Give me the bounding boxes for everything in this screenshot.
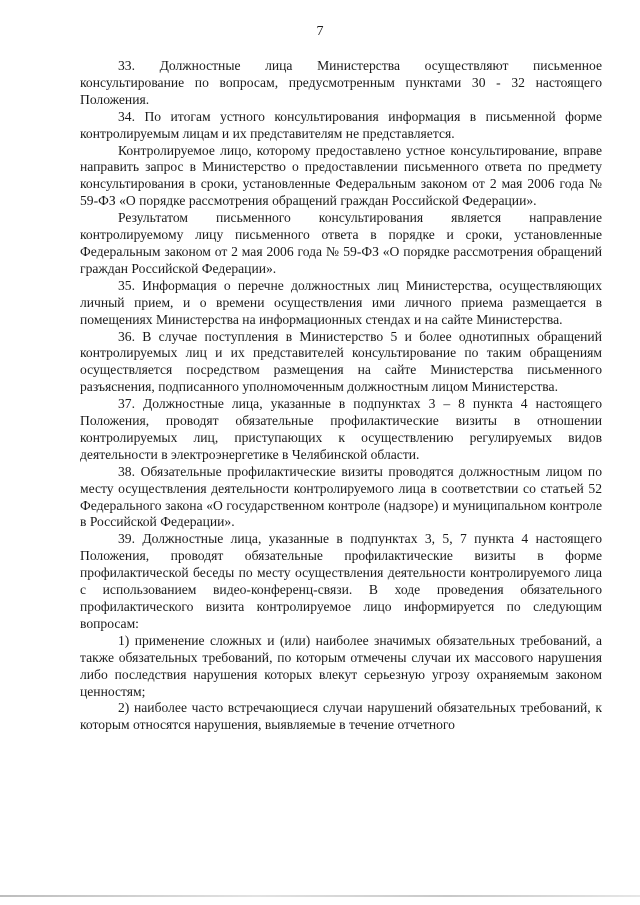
paragraph-34-result: Результатом письменного консультирования является направление контролируемому лицу письменного ответа в порядке и сроки, установленные Федеральным законом от 2 мая 2006 года № 59-ФЗ «О порядке рассмотрения обращений граждан Российской Федерации».	[80, 210, 602, 276]
paragraph-38: 38. Обязательные профилактические визиты проводятся должностным лицом по месту осуществления деятельности контролируемого лица в соответствии со статьей 52 Федерального закона «О государственном контроле (надзоре) и муниципальном контроле в Российской Федерации».	[80, 463, 602, 530]
document-body	[80, 58, 602, 734]
paragraph-39-item-1: 1) применение сложных и (или) наиболее значимых обязательных требований, а также обязательных требований, по которым отмечены случаи их массового нарушения либо последствия нарушения которых влекут серьезную угрозу охраняемым законом ценностям;	[80, 632, 602, 699]
scan-edge-line	[0, 895, 640, 897]
paragraph-39-item-2: 2) наиболее часто встречающиеся случаи нарушений обязательных требований, к которым относятся нарушения, выявляемые в течение отчетного	[80, 700, 602, 733]
paragraph-34: 34. По итогам устного консультирования информация в письменной форме контролируемым лицам и их представителям не представляется.	[80, 108, 602, 141]
paragraph-33: 33. Должностные лица Министерства осуществляют письменное консультирование по вопросам, предусмотренным пунктами 30 - 32 настоящего Положения.	[80, 58, 602, 107]
paragraph-34-request: Контролируемое лицо, которому предоставлено устное консультирование, вправе направить запрос в Министерство о предоставлении письменного ответа по предмету консультирования в сроки, установленные Федеральным законом от 2 мая 2006 года № 59-ФЗ «О порядке рассмотрения обращений граждан Российской Федерации».	[80, 142, 602, 209]
page-number: 7	[316, 24, 324, 39]
paragraph-37: 37. Должностные лица, указанные в подпунктах 3 – 8 пункта 4 настоящего Положения, проводят обязательные профилактические визиты в отношении контролируемых лиц, приступающих к осуществлению регулируемых видов деятельности в электроэнергетике в Челябинской области.	[80, 396, 602, 462]
paragraph-39: 39. Должностные лица, указанные в подпунктах 3, 5, 7 пункта 4 настоящего Положения, проводят обязательные профилактические визиты в форме профилактической беседы по месту осуществления деятельности контролируемого лица с использованием видео-конференц-связи. В ходе проведения обязательного профилактического визита контролируемое лицо информируется по следующим вопросам:	[80, 531, 602, 631]
paragraph-36: 36. В случае поступления в Министерство 5 и более однотипных обращений контролируемых лиц и их представителей консультирование по таким обращениям осуществляется посредством размещения на сайте Министерства письменного разъяснения, подписанного уполномоченным должностным лицом Министерства.	[80, 328, 602, 395]
paragraph-35: 35. Информация о перечне должностных лиц Министерства, осуществляющих личный прием, и о времени осуществления ими личного приема размещается в помещениях Министерства на информационных стендах и на сайте Министерства.	[80, 277, 602, 327]
